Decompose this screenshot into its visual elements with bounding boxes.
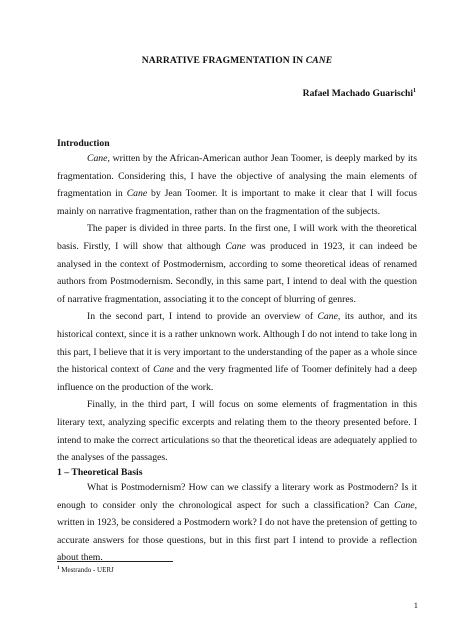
text-run: , written in 1923, be considered a Postmodern work? I do not have the pretension of getting to accurate answers for those questions, but in this first part I intend to provide a reflection about them. xyxy=(57,499,417,564)
text-run: , written by the African-American author Jean Toomer, is deeply marked by its fragmentation. Considering this, I have the objective of analysing the main elements of fragmentation in xyxy=(57,153,417,200)
italic-text-run: Cane xyxy=(126,188,148,200)
paper-title-main: NARRATIVE FRAGMENTATION IN xyxy=(141,55,306,66)
footnote-divider xyxy=(57,561,173,562)
italic-text-run: Cane xyxy=(153,364,174,376)
paragraph xyxy=(57,150,417,220)
section-heading-theoretical-basis: 1 – Theoretical Basis xyxy=(57,467,143,478)
text-run: and the very fragmented life of Toomer definitely had a deep influence on the production of the work. xyxy=(57,364,418,393)
text-run: Finally, in the third part, I will focus on some elements of fragmentation in this literary text, analyzing specific excerpts and relating them to the theory presented before. I intend to make the correct articulations so that the theoretical ideas are adequately applied to the analyses of the passages. xyxy=(57,399,417,464)
italic-text-run: Cane xyxy=(225,240,246,252)
italic-text-run: Cane xyxy=(317,311,338,323)
page-number: 1 xyxy=(413,600,418,610)
text-run: by Jean Toomer. It is important to make it clear that I will focus mainly on narrative fragmentation, rather than on the fragmentation of the subjects. xyxy=(57,188,417,217)
footnote-text: Mestrando - UERJ xyxy=(59,566,114,574)
section-body-theoretical-basis xyxy=(57,479,417,567)
paper-title xyxy=(0,55,474,66)
text-run: What is Postmodernism? How can we classify a literary work as Postmodern? Is it enough to consider only the chronological aspect for such a classification? Can xyxy=(57,482,417,511)
paragraph xyxy=(57,396,417,466)
section-body-introduction xyxy=(57,150,417,467)
author-name: Rafael Machado Guarischi xyxy=(302,88,413,99)
paragraph xyxy=(57,479,417,567)
italic-text-run: Cane xyxy=(87,153,108,164)
section-heading-introduction: Introduction xyxy=(57,138,110,149)
paper-title-italic: CANE xyxy=(305,55,333,66)
italic-text-run: Cane xyxy=(394,499,415,511)
footnote xyxy=(57,566,114,574)
paper-author xyxy=(303,88,416,99)
paragraph xyxy=(57,308,417,396)
author-footnote-marker: 1 xyxy=(413,88,416,94)
text-run: The paper is divided in three parts. In the first one, I will work with the theoretical basis. Firstly, I will show that although xyxy=(57,223,417,252)
text-run: In the second part, I intend to provide an overview of xyxy=(87,311,318,323)
footnote-marker: 1 xyxy=(57,566,60,571)
paragraph xyxy=(57,220,417,308)
text-run: was produced in 1923, it can indeed be analysed in the context of Postmodernism, according to some theoretical ideas of renamed authors from Postmodernism. Secondly, in this same part, I intend to deal with the question of narrative fragmentation, associating it to the concept of blurring of genres. xyxy=(57,240,418,305)
text-run: , its author, and its historical context, since it is a rather unknown work. Although I do not intend to take long in this part, I believe that it is very important to the understanding of the paper as a whole since the historical context of xyxy=(57,311,417,376)
